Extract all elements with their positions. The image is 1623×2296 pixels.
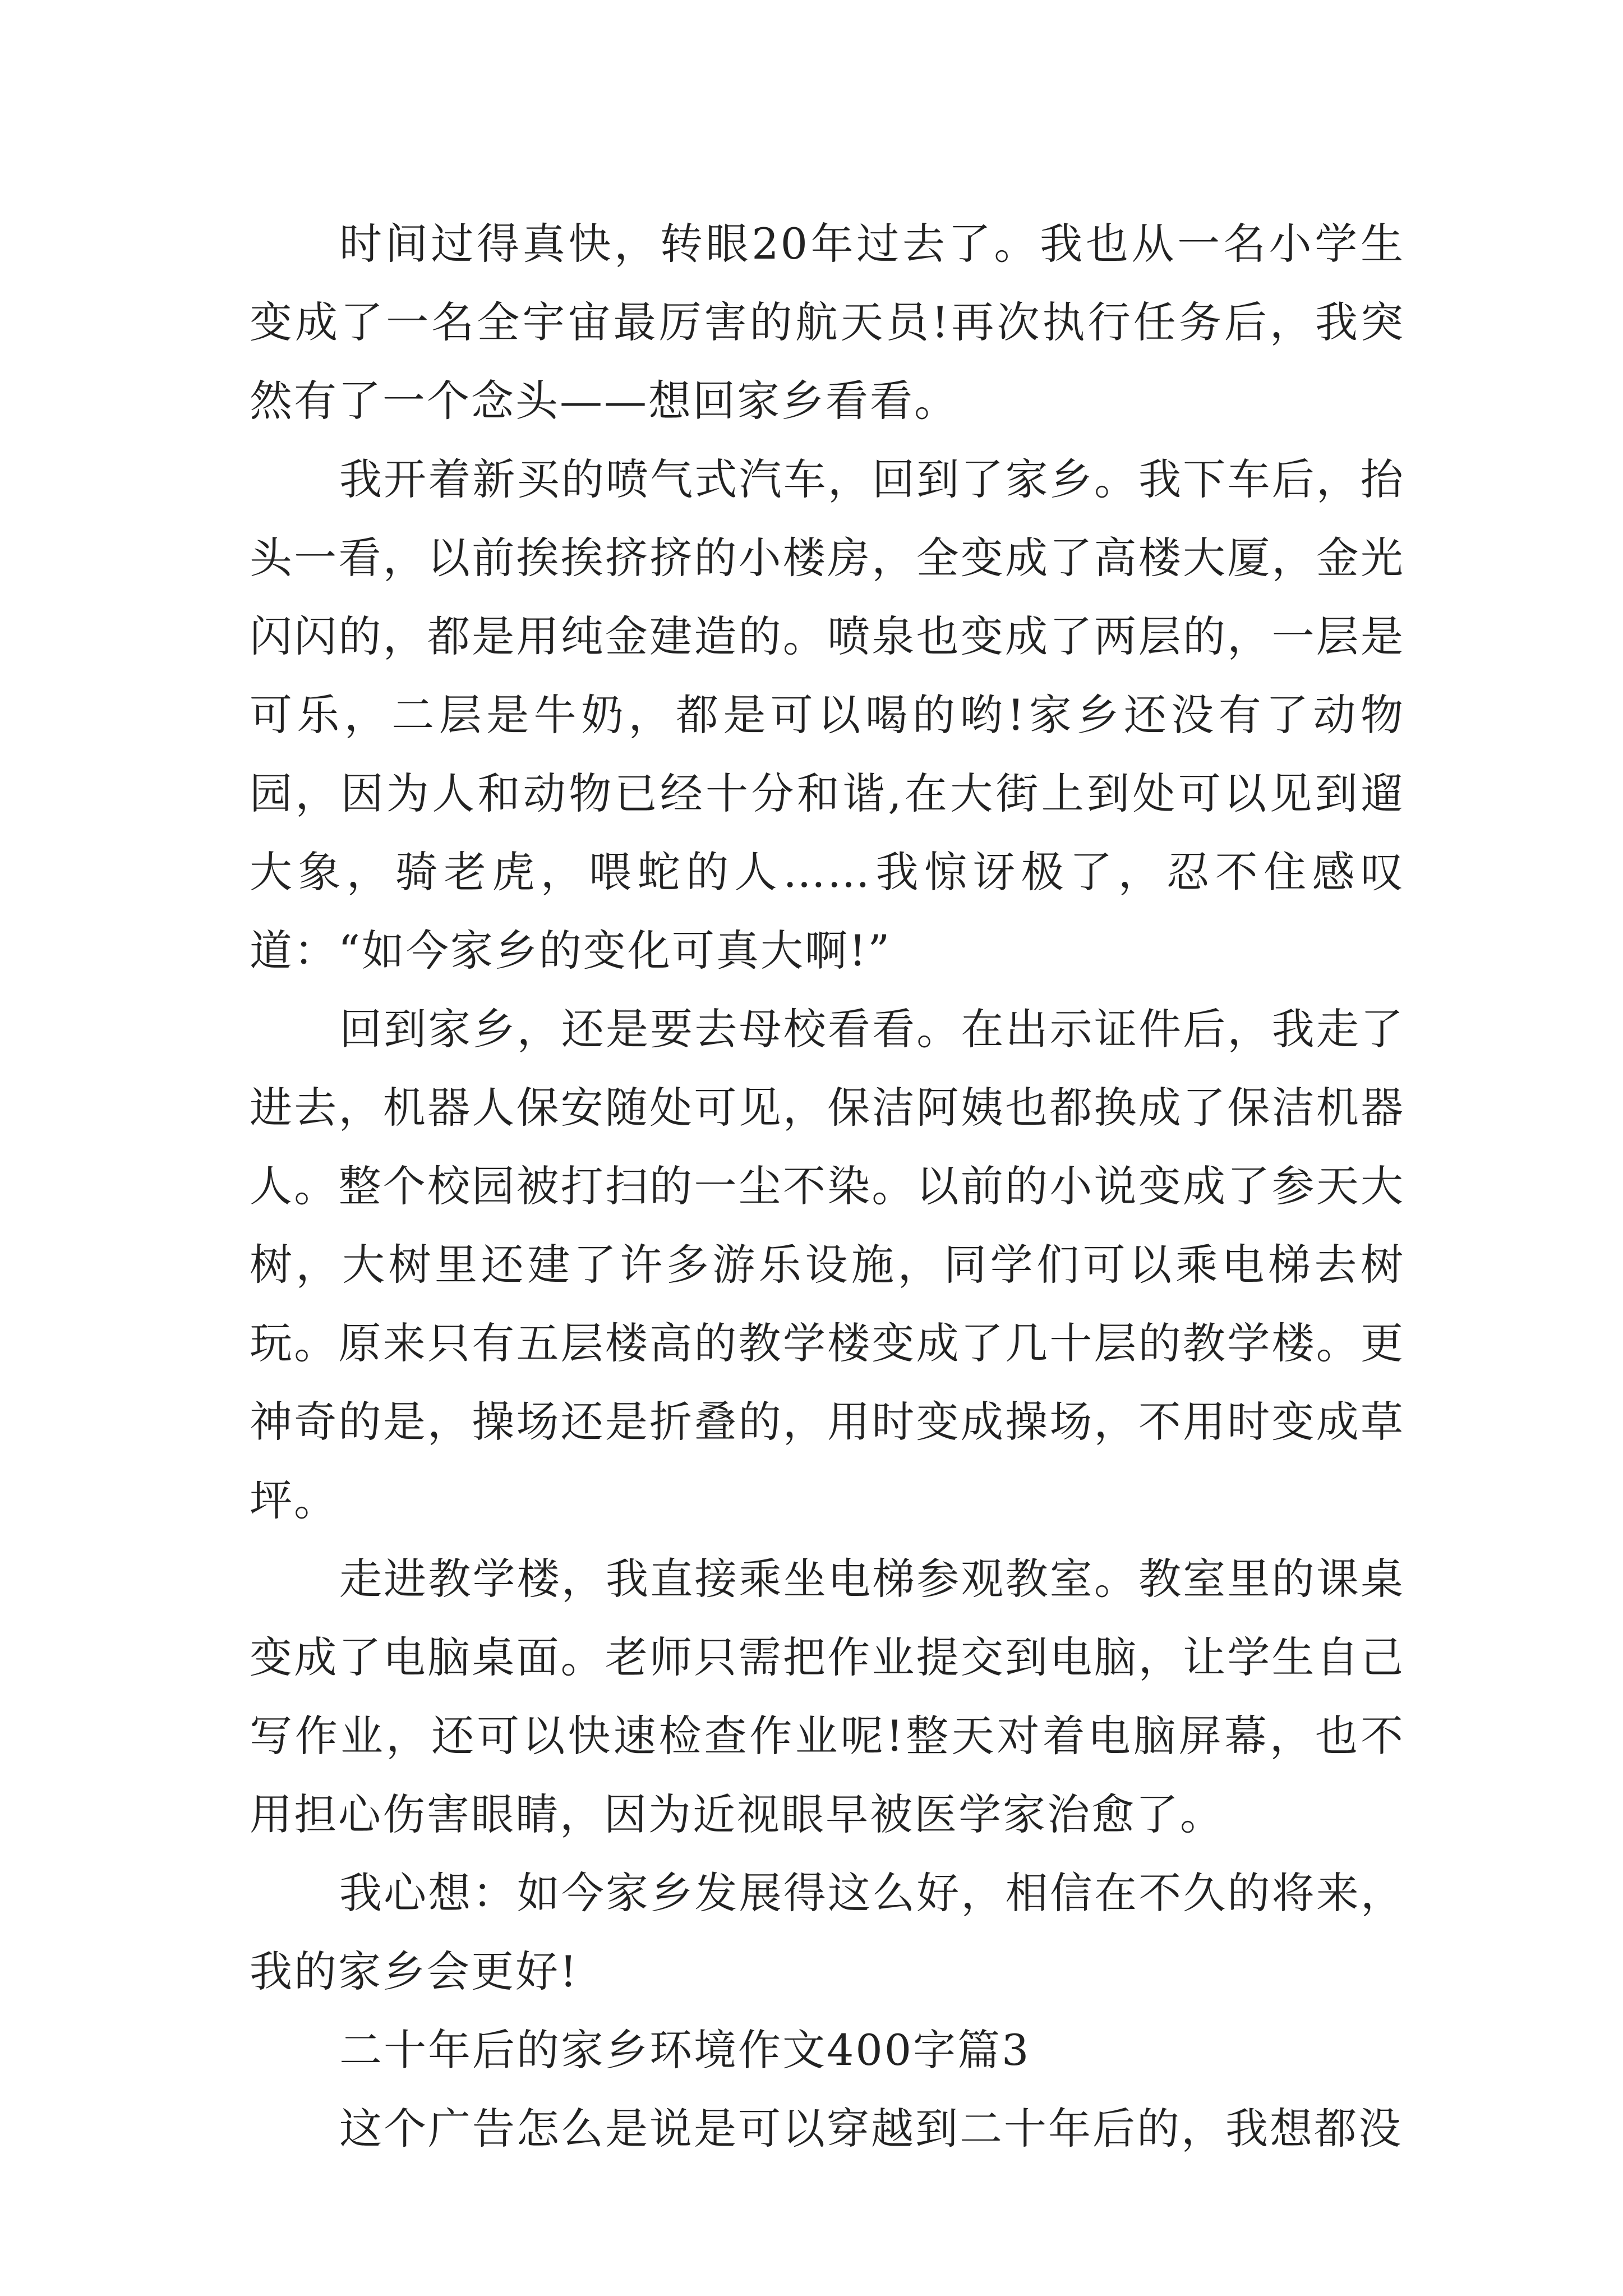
- paragraph-classroom: 走进教学楼，我直接乘坐电梯参观教室。教室里的课桌变成了电脑桌面。老师只需把作业提交到电脑，让学生自己写作业，还可以快速检查作业呢!整天对着电脑屏幕，也不用担心伤害眼睛，因为近视眼早被医学家治愈了。: [250, 1554, 1405, 1839]
- paragraph-conclusion: 我心想：如今家乡发展得这么好，相信在不久的将来，我的家乡会更好!: [250, 1868, 1405, 1996]
- section-heading: 二十年后的家乡环境作文400字篇3: [339, 2025, 1031, 2075]
- paragraph-school-visit: 回到家乡，还是要去母校看看。在出示证件后，我走了进去，机器人保安随处可见，保洁阿姨也都换成了保洁机器人。整个校园被打扫的一尘不染。以前的小说变成了参天大树，大树里还建了许多游乐设施，同学们可以乘电梯去树玩。原来只有五层楼高的教学楼变成了几十层的教学楼。更神奇的是，操场还是折叠的，用时变成操场，不用时变成草坪。: [250, 1004, 1405, 1525]
- paragraph-next-essay-start: 这个广告怎么是说是可以穿越到二十年后的，我想都没: [339, 2104, 1403, 2154]
- article-body: [250, 205, 1405, 2168]
- paragraph-intro: 时间过得真快，转眼20年过去了。我也从一名小学生变成了一名全宇宙最厉害的航天员!再次执行任务后，我突然有了一个念头——想回家乡看看。: [250, 219, 1405, 426]
- paragraph-hometown-changes: 我开着新买的喷气式汽车，回到了家乡。我下车后，抬头一看，以前挨挨挤挤的小楼房，全变成了高楼大厦，金光闪闪的，都是用纯金建造的。喷泉也变成了两层的，一层是可乐，二层是牛奶，都是可以喝的哟!家乡还没有了动物园，因为人和动物已经十分和谐,在大街上到处可以见到遛大象，骑老虎，喂蛇的人……我惊讶极了，忍不住感叹道：“如今家乡的变化可真大啊!”: [250, 454, 1405, 976]
